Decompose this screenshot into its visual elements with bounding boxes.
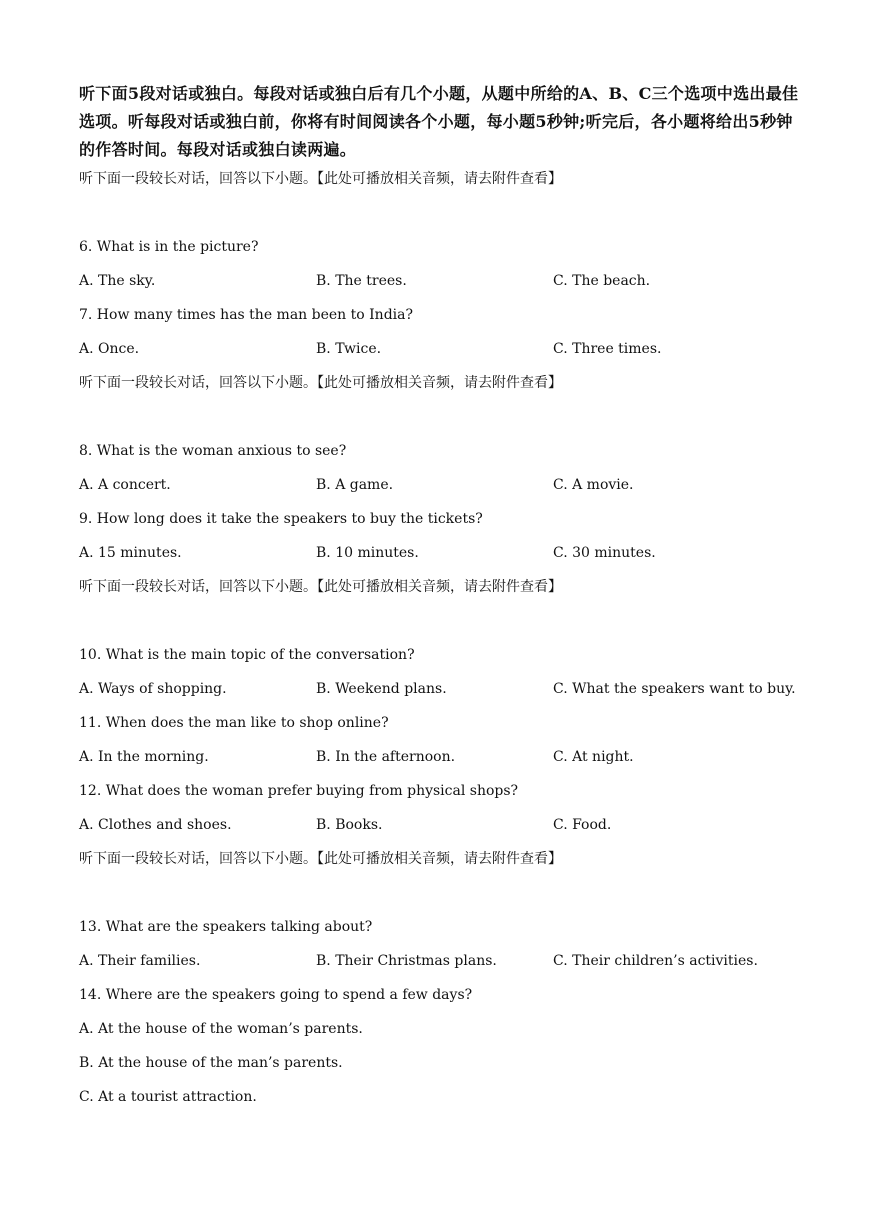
question-13: 13. What are the speakers talking about? <box>79 919 373 935</box>
audio-note: 听下面一段较长对话，回答以下小题。【此处可播放相关音频，请去附件查看】 <box>79 171 562 187</box>
option-c: C. At night. <box>553 749 634 765</box>
option-a: A. The sky. <box>79 273 156 289</box>
options-12 <box>79 814 799 848</box>
option-b: B. The trees. <box>316 273 407 289</box>
option-b: B. A game. <box>316 477 394 493</box>
audio-note: 听下面一段较长对话，回答以下小题。【此处可播放相关音频，请去附件查看】 <box>79 851 562 867</box>
option-a: A. A concert. <box>79 477 171 493</box>
option-b: B. Books. <box>316 817 383 833</box>
options-11 <box>79 746 799 780</box>
option-a: A. Once. <box>79 341 140 357</box>
option-c: C. Their children’s activities. <box>553 953 758 969</box>
options-6 <box>79 270 799 304</box>
question-8: 8. What is the woman anxious to see? <box>79 443 347 459</box>
option-a: A. Clothes and shoes. <box>79 817 232 833</box>
question-6: 6. What is in the picture? <box>79 239 259 255</box>
option-c: C. At a tourist attraction. <box>79 1089 257 1105</box>
exam-page <box>79 80 799 1120</box>
question-10: 10. What is the main topic of the conversation? <box>79 647 415 663</box>
option-a: A. In the morning. <box>79 749 209 765</box>
option-a: A. At the house of the woman’s parents. <box>79 1021 363 1037</box>
option-a: A. 15 minutes. <box>79 545 182 561</box>
audio-note: 听下面一段较长对话，回答以下小题。【此处可播放相关音频，请去附件查看】 <box>79 375 562 391</box>
option-c: C. The beach. <box>553 273 651 289</box>
option-b: B. 10 minutes. <box>316 545 419 561</box>
option-c: C. What the speakers want to buy. <box>553 681 796 697</box>
options-9 <box>79 542 799 576</box>
question-11: 11. When does the man like to shop online? <box>79 715 389 731</box>
question-14: 14. Where are the speakers going to spend a few days? <box>79 987 473 1003</box>
option-b: B. In the afternoon. <box>316 749 456 765</box>
options-8 <box>79 474 799 508</box>
option-c: C. Food. <box>553 817 612 833</box>
question-7: 7. How many times has the man been to India? <box>79 307 413 323</box>
option-b: B. Twice. <box>316 341 382 357</box>
option-c: C. Three times. <box>553 341 662 357</box>
options-10 <box>79 678 799 712</box>
option-b: B. Their Christmas plans. <box>316 953 497 969</box>
question-12: 12. What does the woman prefer buying from physical shops? <box>79 783 519 799</box>
option-b: B. At the house of the man’s parents. <box>79 1055 343 1071</box>
option-c: C. A movie. <box>553 477 634 493</box>
option-c: C. 30 minutes. <box>553 545 656 561</box>
option-b: B. Weekend plans. <box>316 681 447 697</box>
options-13 <box>79 950 799 984</box>
question-9: 9. How long does it take the speakers to buy the tickets? <box>79 511 483 527</box>
audio-note: 听下面一段较长对话，回答以下小题。【此处可播放相关音频，请去附件查看】 <box>79 579 562 595</box>
option-a: A. Their families. <box>79 953 201 969</box>
instructions: 听下面5段对话或独白。每段对话或独白后有几个小题，从题中所给的A、B、C三个选项中选出最佳选项。听每段对话或独白前，你将有时间阅读各个小题，每小题5秒钟;听完后，各小题将给出5秒钟的作答时间。每段对话或独白读两遍。 <box>79 84 799 159</box>
options-7 <box>79 338 799 372</box>
option-a: A. Ways of shopping. <box>79 681 227 697</box>
